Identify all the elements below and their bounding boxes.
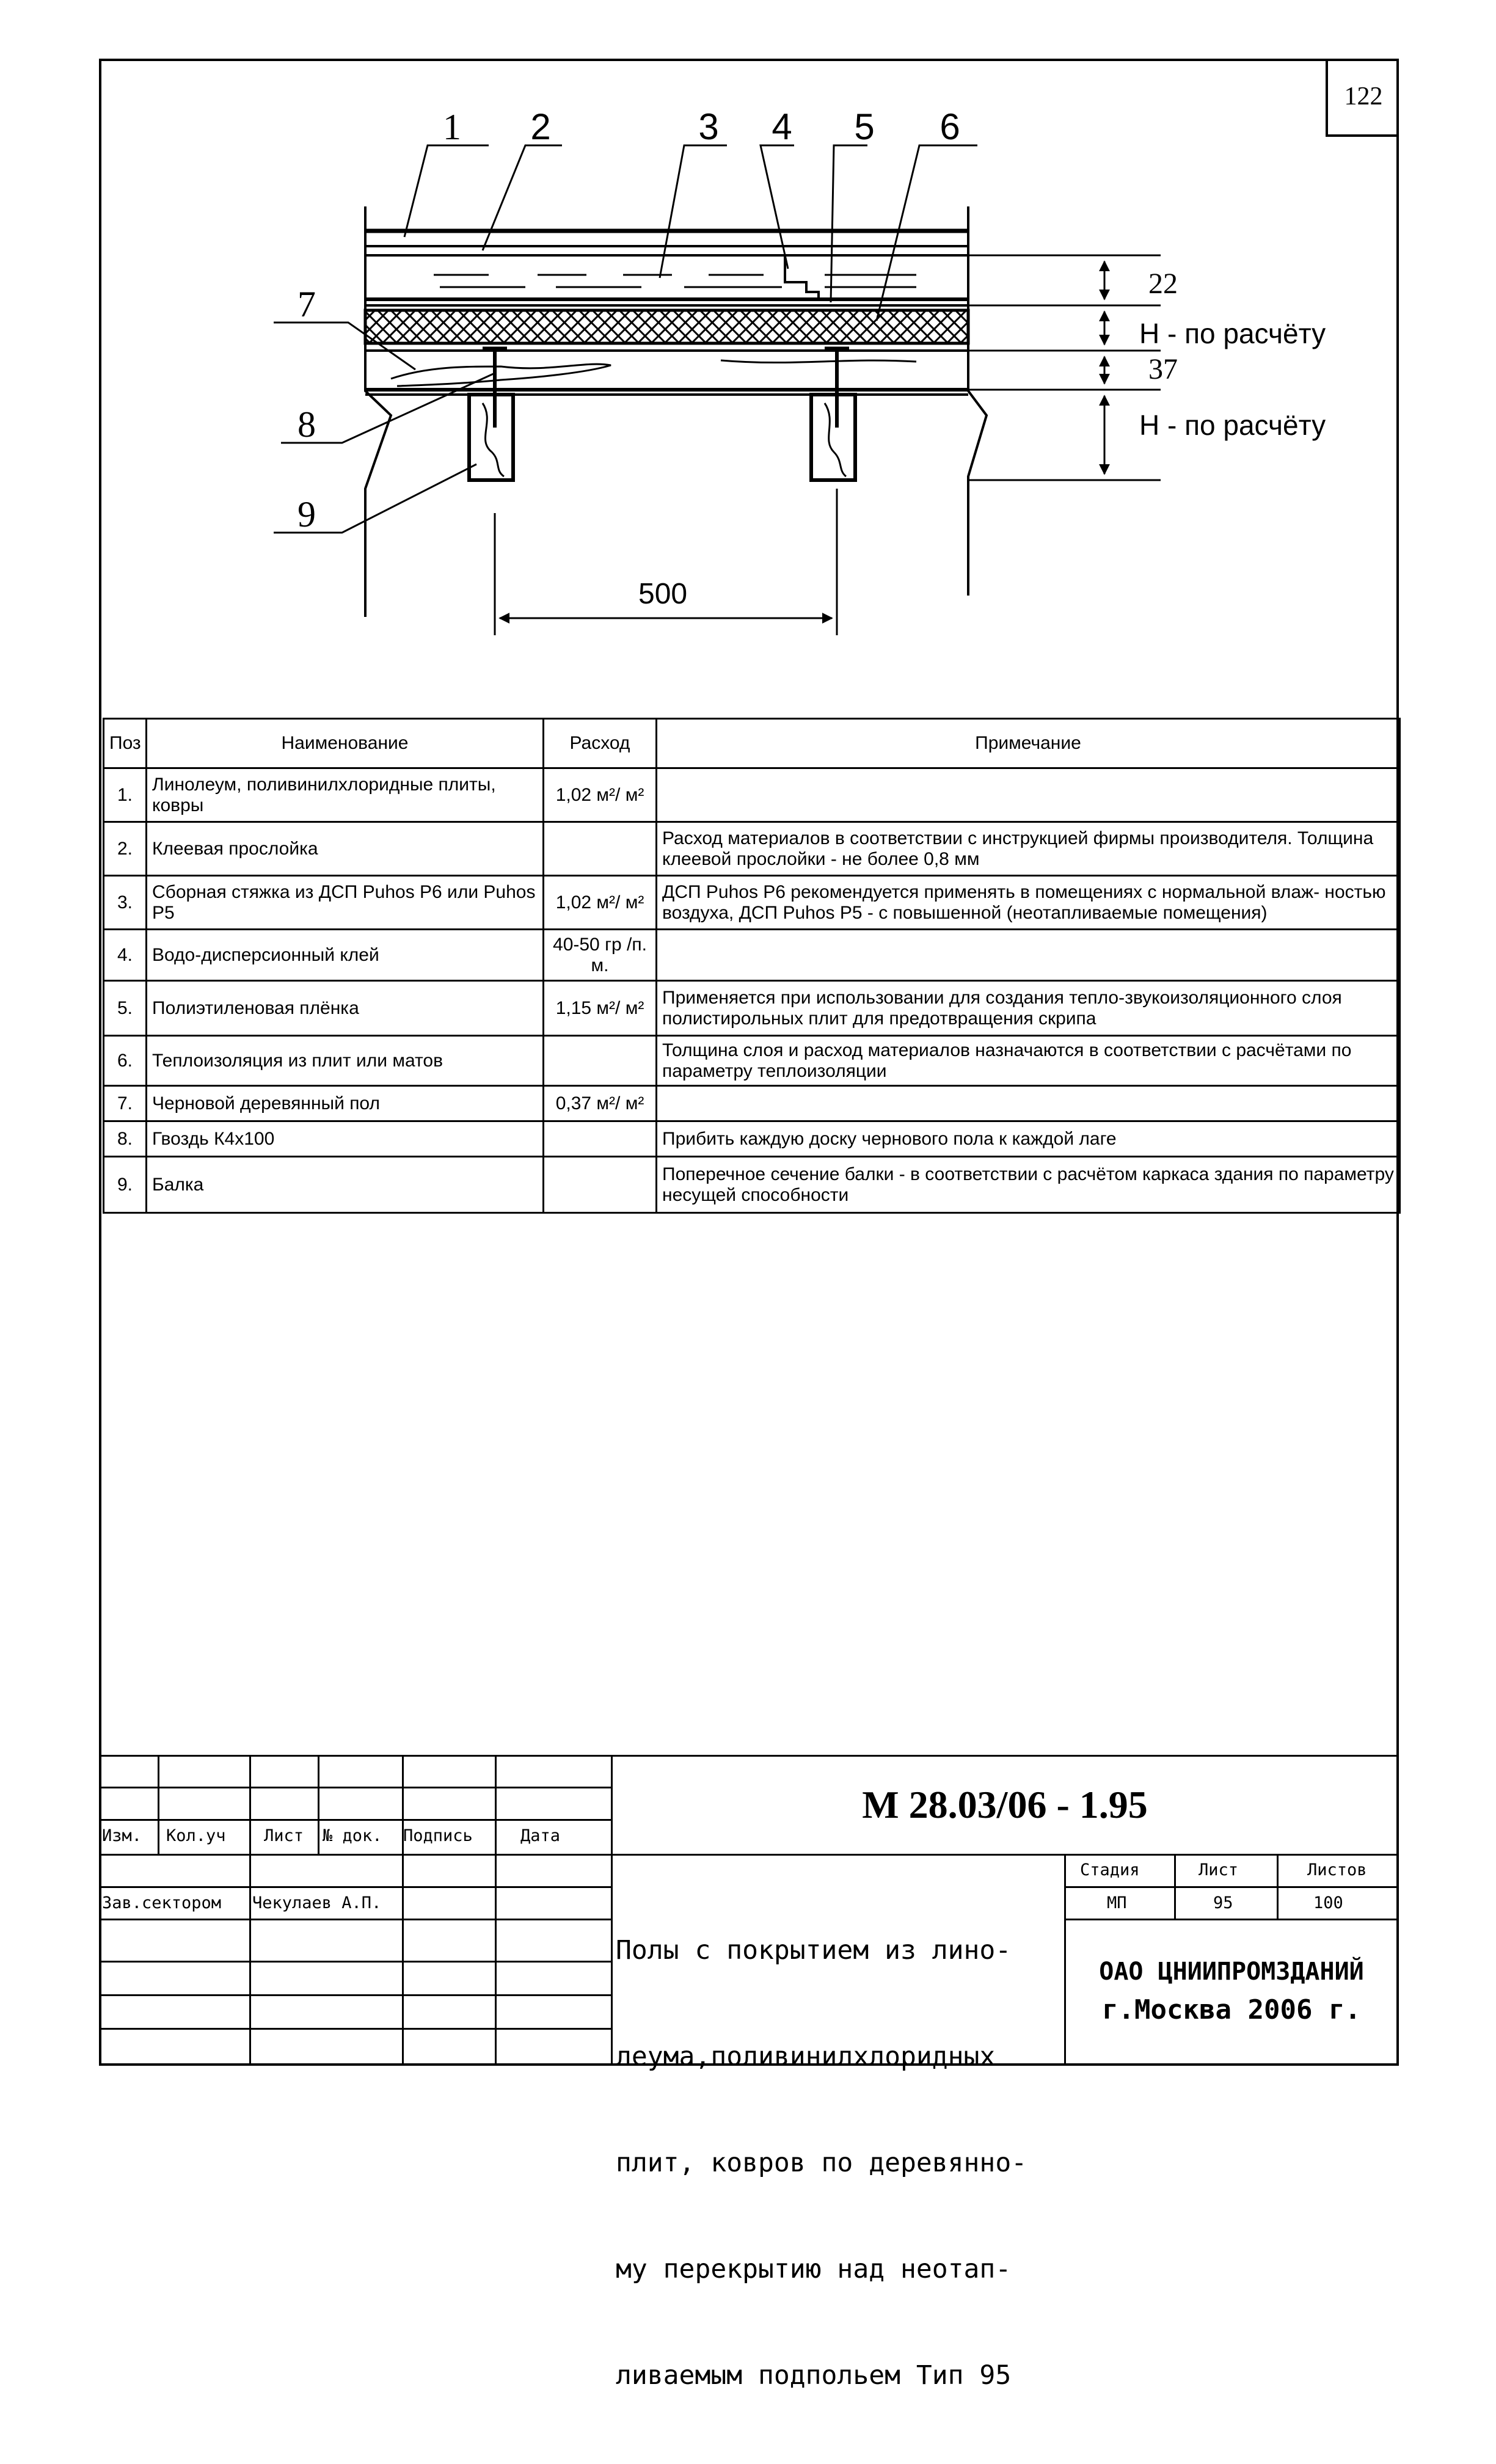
title-line: леума,поливинилхлоридных xyxy=(616,2041,996,2072)
row-note: Применяется при использовании для создания тепло-звукоизоляционного слоя полистирольных плит для предотвращения скрипа xyxy=(657,981,1400,1036)
row-pos: 9. xyxy=(104,1157,147,1213)
row-consumption xyxy=(544,822,657,876)
grid-rule xyxy=(99,1994,611,1996)
col-header-sheet: Лист xyxy=(264,1826,304,1845)
grid-rule xyxy=(99,1854,1399,1856)
grid-rule xyxy=(99,1886,611,1888)
table-row xyxy=(104,876,1400,930)
callout-9: 9 xyxy=(297,494,316,534)
title-line: ливаемым подпольем Тип 95 xyxy=(616,2360,1012,2391)
row-pos: 3. xyxy=(104,876,147,930)
table-row xyxy=(104,1157,1400,1213)
callout-2: 2 xyxy=(530,106,551,147)
grid-rule xyxy=(99,1787,611,1788)
sheet-value: 95 xyxy=(1213,1894,1233,1912)
organization-name: ОАО ЦНИИПРОМЗДАНИЙ xyxy=(1099,1958,1364,1986)
row-consumption xyxy=(544,1157,657,1213)
row-note: Расход материалов в соответствии с инструкцией фирмы производителя. Толщина клеевой прослойки - не более 0,8 мм xyxy=(657,822,1400,876)
row-name: Линолеум, поливинилхлоридные плиты, ковры xyxy=(147,768,544,822)
table-row xyxy=(104,822,1400,876)
row-name: Балка xyxy=(147,1157,544,1213)
dim-37: 37 xyxy=(1148,353,1178,385)
sheet-label: Лист xyxy=(1199,1861,1239,1879)
row-consumption: 1,15 м²/ м² xyxy=(544,981,657,1036)
dim-h-joist: Н - по расчёту xyxy=(1139,409,1326,441)
col-header-signature: Подпись xyxy=(403,1826,473,1845)
row-consumption xyxy=(544,1036,657,1086)
specification-table xyxy=(103,718,1401,1214)
row-name: Теплоизоляция из плит или матов xyxy=(147,1036,544,1086)
grid-rule xyxy=(495,1755,497,2066)
title-line: му перекрытию над неотап- xyxy=(616,2254,1012,2284)
city-year: г.Москва 2006 г. xyxy=(1102,1994,1361,2025)
grid-rule xyxy=(99,1919,611,1920)
table-row xyxy=(104,1121,1400,1157)
row-note xyxy=(657,1086,1400,1121)
grid-rule xyxy=(99,1819,611,1821)
row-consumption: 1,02 м²/ м² xyxy=(544,876,657,930)
sheets-label: Листов xyxy=(1307,1861,1367,1879)
row-pos: 5. xyxy=(104,981,147,1036)
row-note: Толщина слоя и расход материалов назначаются в соответствии с расчётами по параметру теплоизоляции xyxy=(657,1036,1400,1086)
col-header-name: Наименование xyxy=(147,719,544,768)
row-name: Полиэтиленовая плёнка xyxy=(147,981,544,1036)
row-pos: 7. xyxy=(104,1086,147,1121)
sheets-value: 100 xyxy=(1313,1894,1343,1912)
callout-8: 8 xyxy=(297,404,316,445)
person-name: Чекулаев А.П. xyxy=(252,1894,382,1912)
grid-rule xyxy=(1064,1919,1399,1920)
row-consumption: 0,37 м²/ м² xyxy=(544,1086,657,1121)
row-note: Прибить каждую доску чернового пола к каждой лаге xyxy=(657,1121,1400,1157)
title-line: плит, ковров по деревянно- xyxy=(616,2148,1027,2178)
col-header-doc: № док. xyxy=(323,1826,382,1845)
row-pos: 2. xyxy=(104,822,147,876)
callout-4: 4 xyxy=(772,106,792,147)
row-name: Черновой деревянный пол xyxy=(147,1086,544,1121)
row-name: Клеевая прослойка xyxy=(147,822,544,876)
row-name: Сборная стяжка из ДСП Puhos P6 или Puhos P5 xyxy=(147,876,544,930)
document-title xyxy=(616,1862,1068,2464)
row-name: Гвоздь К4х100 xyxy=(147,1121,544,1157)
grid-rule xyxy=(99,1961,611,1963)
dim-h-insulation: Н - по расчёту xyxy=(1139,318,1326,349)
callout-3: 3 xyxy=(698,106,719,147)
table-row xyxy=(104,1086,1400,1121)
dim-22: 22 xyxy=(1148,268,1178,300)
row-consumption: 1,02 м²/ м² xyxy=(544,768,657,822)
col-header-pos: Поз xyxy=(104,719,147,768)
stage-label: Стадия xyxy=(1080,1861,1140,1879)
table-header-row xyxy=(104,719,1400,768)
title-line: Полы с покрытием из лино- xyxy=(616,1935,1012,1966)
callout-7: 7 xyxy=(297,284,316,324)
grid-rule xyxy=(1174,1854,1176,1919)
callout-1: 1 xyxy=(443,107,461,147)
col-header-qty: Кол.уч xyxy=(166,1826,226,1845)
row-note: ДСП Puhos P6 рекомендуется применять в помещениях с нормальной влаж- ностью воздуха, ДСП Puhos P5 - с повышенной (неотапливаемые помещения) xyxy=(657,876,1400,930)
table-row xyxy=(104,930,1400,981)
col-header-note: Примечание xyxy=(657,719,1400,768)
document-code: М 28.03/06 - 1.95 xyxy=(862,1783,1148,1826)
grid-rule xyxy=(318,1755,319,1854)
table-row xyxy=(104,981,1400,1036)
sheet-number: 122 xyxy=(1326,59,1399,137)
grid-rule xyxy=(158,1755,159,1854)
col-header-change: Изм. xyxy=(102,1826,142,1845)
row-pos: 1. xyxy=(104,768,147,822)
row-pos: 8. xyxy=(104,1121,147,1157)
row-consumption xyxy=(544,1121,657,1157)
grid-rule xyxy=(99,2028,611,2030)
dim-500: 500 xyxy=(638,578,688,610)
grid-rule xyxy=(249,1755,251,2066)
grid-rule xyxy=(1277,1854,1279,1919)
grid-rule xyxy=(402,1755,404,2066)
col-header-consumption: Расход xyxy=(544,719,657,768)
grid-rule xyxy=(1064,1886,1399,1888)
col-header-date: Дата xyxy=(520,1826,561,1845)
floor-section-drawing xyxy=(0,0,1496,721)
callout-5: 5 xyxy=(854,106,875,147)
table-row xyxy=(104,768,1400,822)
row-name: Водо-дисперсионный клей xyxy=(147,930,544,981)
row-note xyxy=(657,768,1400,822)
stage-value: МП xyxy=(1107,1894,1127,1912)
row-consumption: 40-50 гр /п. м. xyxy=(544,930,657,981)
table-row xyxy=(104,1036,1400,1086)
callout-6: 6 xyxy=(940,106,960,147)
row-pos: 6. xyxy=(104,1036,147,1086)
row-note: Поперечное сечение балки - в соответствии с расчётом каркаса здания по параметру несущей способности xyxy=(657,1157,1400,1213)
row-pos: 4. xyxy=(104,930,147,981)
role-label: Зав.сектором xyxy=(102,1894,222,1912)
row-note xyxy=(657,930,1400,981)
